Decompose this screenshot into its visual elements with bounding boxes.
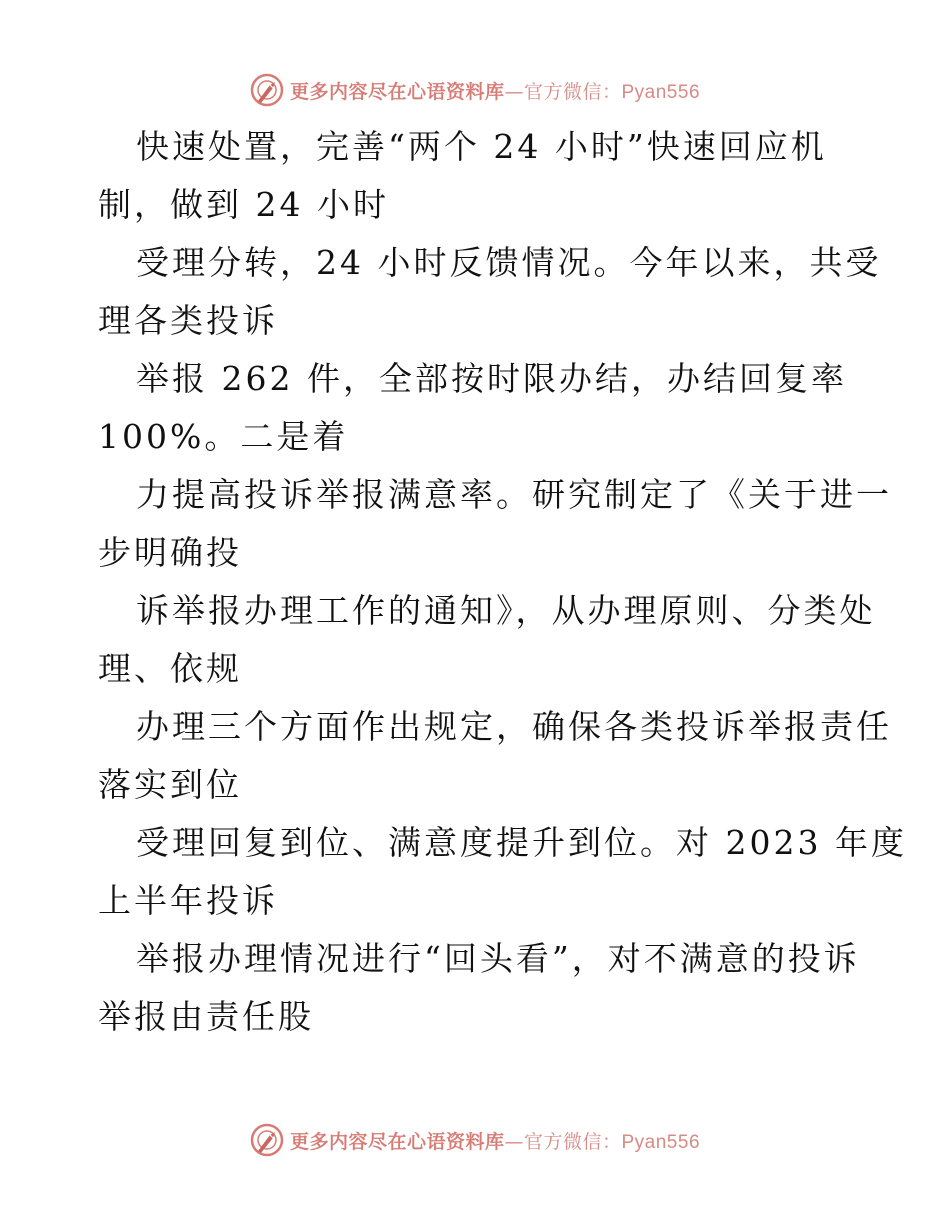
paragraph [98, 118, 858, 234]
paragraph-line: 快速处置，完善“两个 24 小时”快速回应机 [136, 127, 827, 166]
paragraph-line: 制，做到 24 小时 [98, 185, 389, 224]
pen-logo-icon [250, 73, 284, 107]
paragraph-line: 举报办理情况进行“回头看”，对不满意的投诉 [136, 939, 860, 978]
paragraph [98, 234, 882, 350]
paragraph-line: 理、依规 [98, 649, 242, 688]
watermark-brand: 更多内容尽在心语资料库 [289, 1130, 505, 1153]
paragraph-line: 受理回复到位、满意度提升到位。对 2023 年度 [136, 823, 907, 862]
paragraph [98, 930, 858, 1046]
paragraph-line: 上半年投诉 [98, 881, 278, 920]
paragraph-line: 举报由责任股 [98, 997, 314, 1036]
paragraph [98, 466, 892, 582]
watermark-label: 官方微信： [523, 80, 622, 103]
paragraph [98, 698, 892, 814]
paragraph-line: 步明确投 [98, 533, 242, 572]
paragraph-line: 理各类投诉 [98, 301, 278, 340]
header-watermark [0, 68, 950, 112]
paragraph-line: 办理三个方面作出规定，确保各类投诉举报责任 [136, 707, 892, 746]
paragraph-line: 100%。二是着 [98, 417, 349, 456]
paragraph [98, 350, 858, 466]
document-body [98, 118, 907, 1046]
watermark-label: 官方微信： [523, 1130, 622, 1153]
watermark-wechat-id: Pyan556 [621, 81, 701, 103]
pen-logo-icon [250, 1123, 284, 1157]
watermark-brand: 更多内容尽在心语资料库 [289, 80, 505, 103]
paragraph [98, 582, 876, 698]
paragraph-line: 力提高投诉举报满意率。研究制定了《关于进一 [136, 475, 892, 514]
paragraph-line: 落实到位 [98, 765, 242, 804]
watermark-wechat-id: Pyan556 [621, 1131, 701, 1153]
footer-watermark [0, 1118, 950, 1162]
paragraph-line: 诉举报办理工作的通知》，从办理原则、分类处 [136, 591, 876, 630]
paragraph [98, 814, 907, 930]
paragraph-line: 举报 262 件，全部按时限办结，办结回复率 [136, 359, 847, 398]
watermark-separator: — [504, 1130, 524, 1153]
watermark-separator: — [504, 80, 524, 103]
paragraph-line: 受理分转，24 小时反馈情况。今年以来，共受 [136, 243, 882, 282]
